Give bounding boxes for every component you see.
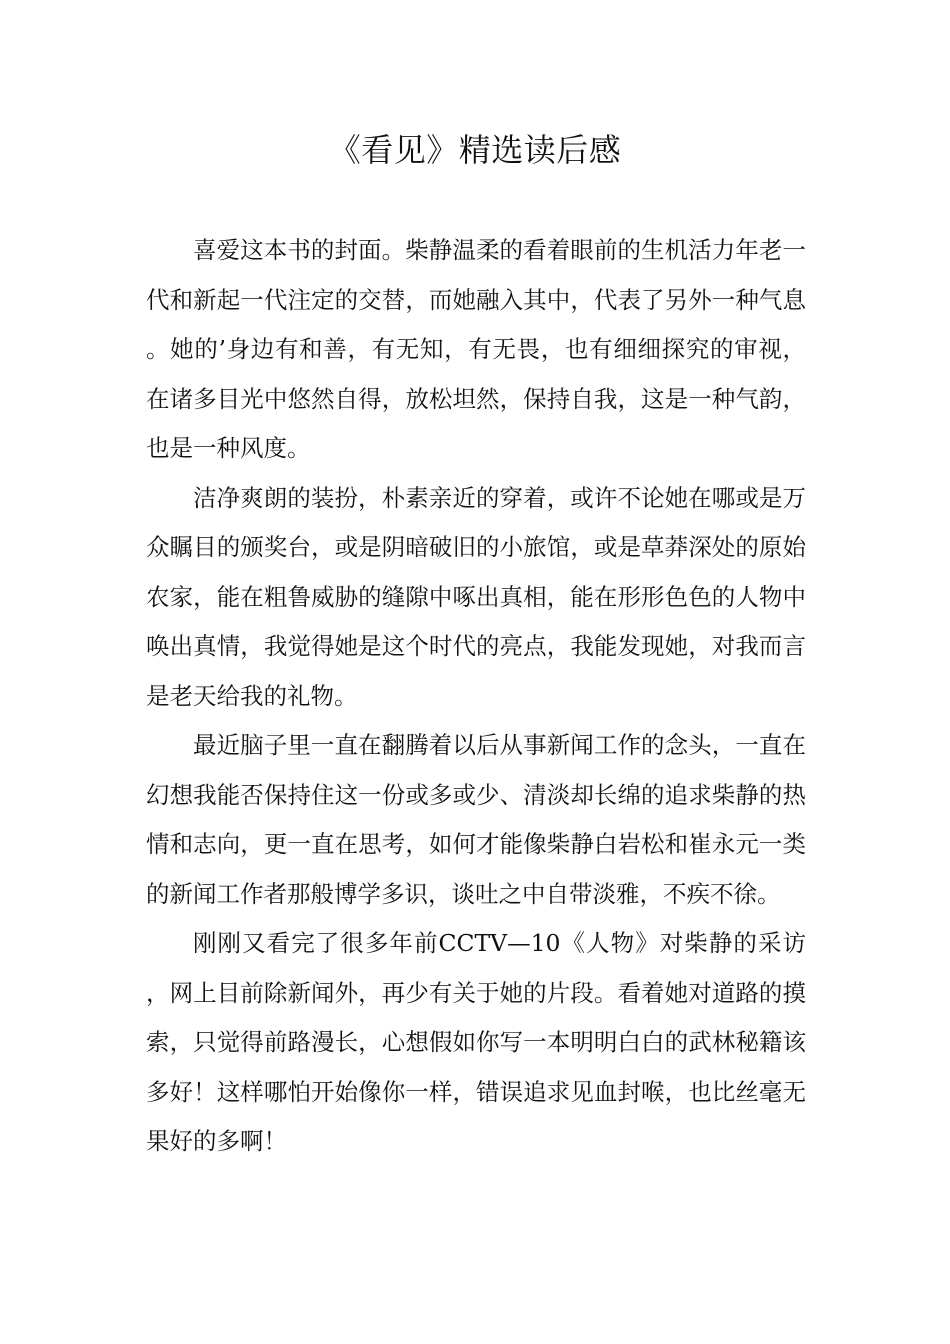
paragraph-2: 洁净爽朗的装扮，朴素亲近的穿着，或许不论她在哪或是万众瞩目的颁奖台，或是阴暗破旧的小旅馆，或是草莽深处的原始农家，能在粗鲁威胁的缝隙中啄出真相，能在形形色色的人物中唤出真情，我觉得她是这个时代的亮点，我能发现她，对我而言是老天给我的礼物。 xyxy=(146,483,806,710)
document-title: 《看见》精选读后感 xyxy=(328,131,622,169)
paragraph-3: 最近脑子里一直在翻腾着以后从事新闻工作的念头，一直在幻想我能否保持住这一份或多或少、清淡却长绵的追求柴静的热情和志向，更一直在思考，如何才能像柴静白岩松和崔永元一类的新闻工作者那般博学多识，谈吐之中自带淡雅，不疾不徐。 xyxy=(146,731,806,908)
document-body xyxy=(146,226,806,1167)
paragraph-4: 刚刚又看完了很多年前CCTV—10《人物》对柴静的采访，网上目前除新闻外，再少有关于她的片段。看着她对道路的摸索，只觉得前路漫长，心想假如你写一本明明白白的武林秘籍该多好！这样哪怕开始像你一样，错误追求见血封喉，也比丝毫无果好的多啊！ xyxy=(146,929,806,1155)
paragraph-1: 喜爱这本书的封面。柴静温柔的看着眼前的生机活力年老一代和新起一代注定的交替，而她融入其中，代表了另外一种气息。她的’身边有和善，有无知，有无畏，也有细细探究的审视，在诸多目光中悠然自得，放松坦然，保持自我，这是一种气韵，也是一种风度。 xyxy=(146,236,806,462)
